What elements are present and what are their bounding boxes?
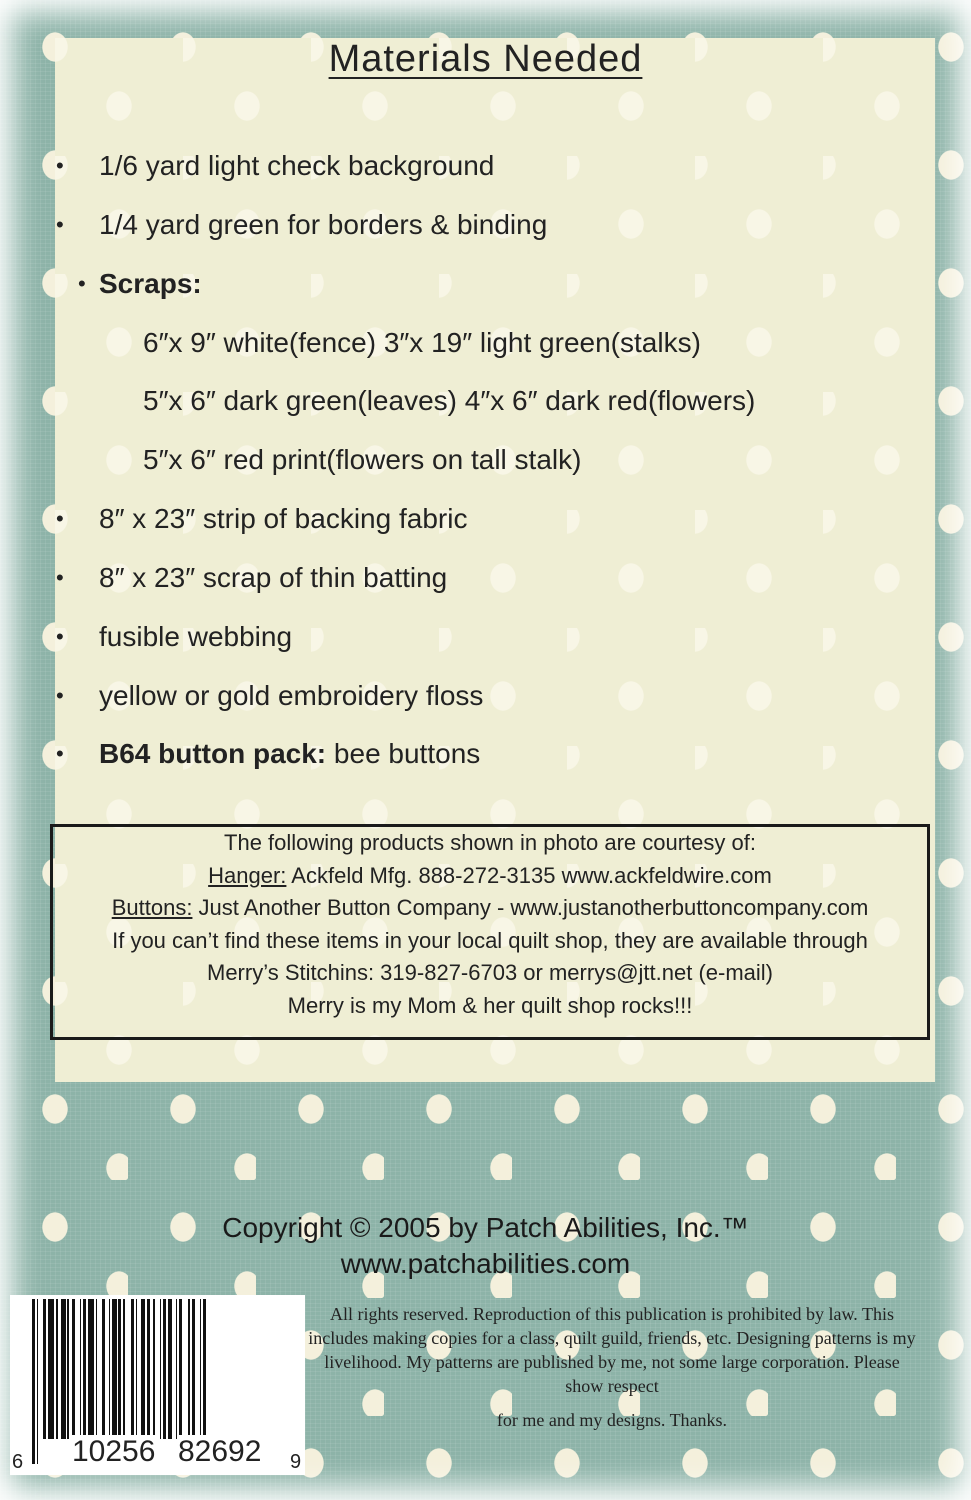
courtesy-box bbox=[50, 824, 930, 1040]
courtesy-contact: Merry’s Stitchins: 319-827-6703 or merrys@jtt.net (e-mail) bbox=[207, 960, 773, 986]
courtesy-hanger bbox=[53, 860, 927, 893]
material-item-button-pack bbox=[99, 737, 480, 771]
bullet: • bbox=[56, 683, 64, 708]
bullet: • bbox=[56, 212, 64, 237]
website-link[interactable]: www.patchabilities.com bbox=[340, 1248, 631, 1279]
barcode-digit: 9 bbox=[290, 1451, 302, 1473]
material-item: 1/6 yard light check background bbox=[99, 150, 495, 181]
hanger-text: Ackfeld Mfg. 888-272-3135 www.ackfeldwire.com bbox=[286, 862, 772, 888]
legal-text: All rights reserved. Reproduction of this publication is prohibited by law. This includes making copies for a class, quilt guild, friends, etc. Designing patterns is my livelihood. My patterns are published by me, not some large corporation. Please show respect bbox=[308, 1304, 916, 1396]
barcode-digit: 6 bbox=[12, 1451, 24, 1473]
page-title: Materials Needed bbox=[328, 38, 643, 80]
scraps-label: Scraps: bbox=[99, 268, 202, 299]
hanger-label: Hanger: bbox=[208, 862, 287, 888]
bullet: • bbox=[56, 624, 64, 649]
material-item: 1/4 yard green for borders & binding bbox=[99, 209, 548, 240]
scrap-item: 5″x 6″ dark green(leaves) 4″x 6″ dark red(flowers) bbox=[143, 385, 756, 416]
courtesy-buttons bbox=[53, 892, 927, 925]
buttons-text: Just Another Button Company - www.justanotherbuttoncompany.com bbox=[192, 895, 869, 921]
courtesy-note: Merry is my Mom & her quilt shop rocks!!! bbox=[287, 992, 693, 1018]
buttons-label: Buttons: bbox=[111, 895, 193, 921]
button-pack-code: B64 button pack: bbox=[99, 738, 327, 769]
bullet: • bbox=[78, 271, 86, 296]
button-pack-desc: bee buttons bbox=[326, 738, 481, 769]
bullet: • bbox=[56, 741, 64, 766]
bullet: • bbox=[56, 565, 64, 590]
material-item: 8″ x 23″ strip of backing fabric bbox=[99, 503, 468, 534]
material-item: yellow or gold embroidery floss bbox=[99, 680, 484, 711]
copyright-text: Copyright © 2005 by Patch Abilities, Inc.™ bbox=[222, 1212, 749, 1243]
legal-notice bbox=[308, 1302, 916, 1432]
scrap-item: 5″x 6″ red print(flowers on tall stalk) bbox=[143, 444, 582, 475]
courtesy-intro: The following products shown in photo are courtesy of: bbox=[224, 830, 756, 855]
scrap-item: 6″x 9″ white(fence) 3″x 19″ light green(stalks) bbox=[143, 327, 701, 358]
barcode-digits: 10256 bbox=[72, 1435, 156, 1468]
legal-thanks: for me and my designs. Thanks. bbox=[496, 1410, 728, 1430]
barcode bbox=[10, 1295, 305, 1475]
bullet: • bbox=[56, 153, 64, 178]
bullet: • bbox=[56, 506, 64, 531]
material-item: 8″ x 23″ scrap of thin batting bbox=[99, 562, 448, 593]
material-item: fusible webbing bbox=[99, 621, 293, 652]
barcode-digits: 82692 bbox=[178, 1435, 262, 1468]
courtesy-availability: If you can’t find these items in your local quilt shop, they are available through bbox=[112, 927, 868, 953]
copyright-block bbox=[0, 1210, 971, 1282]
